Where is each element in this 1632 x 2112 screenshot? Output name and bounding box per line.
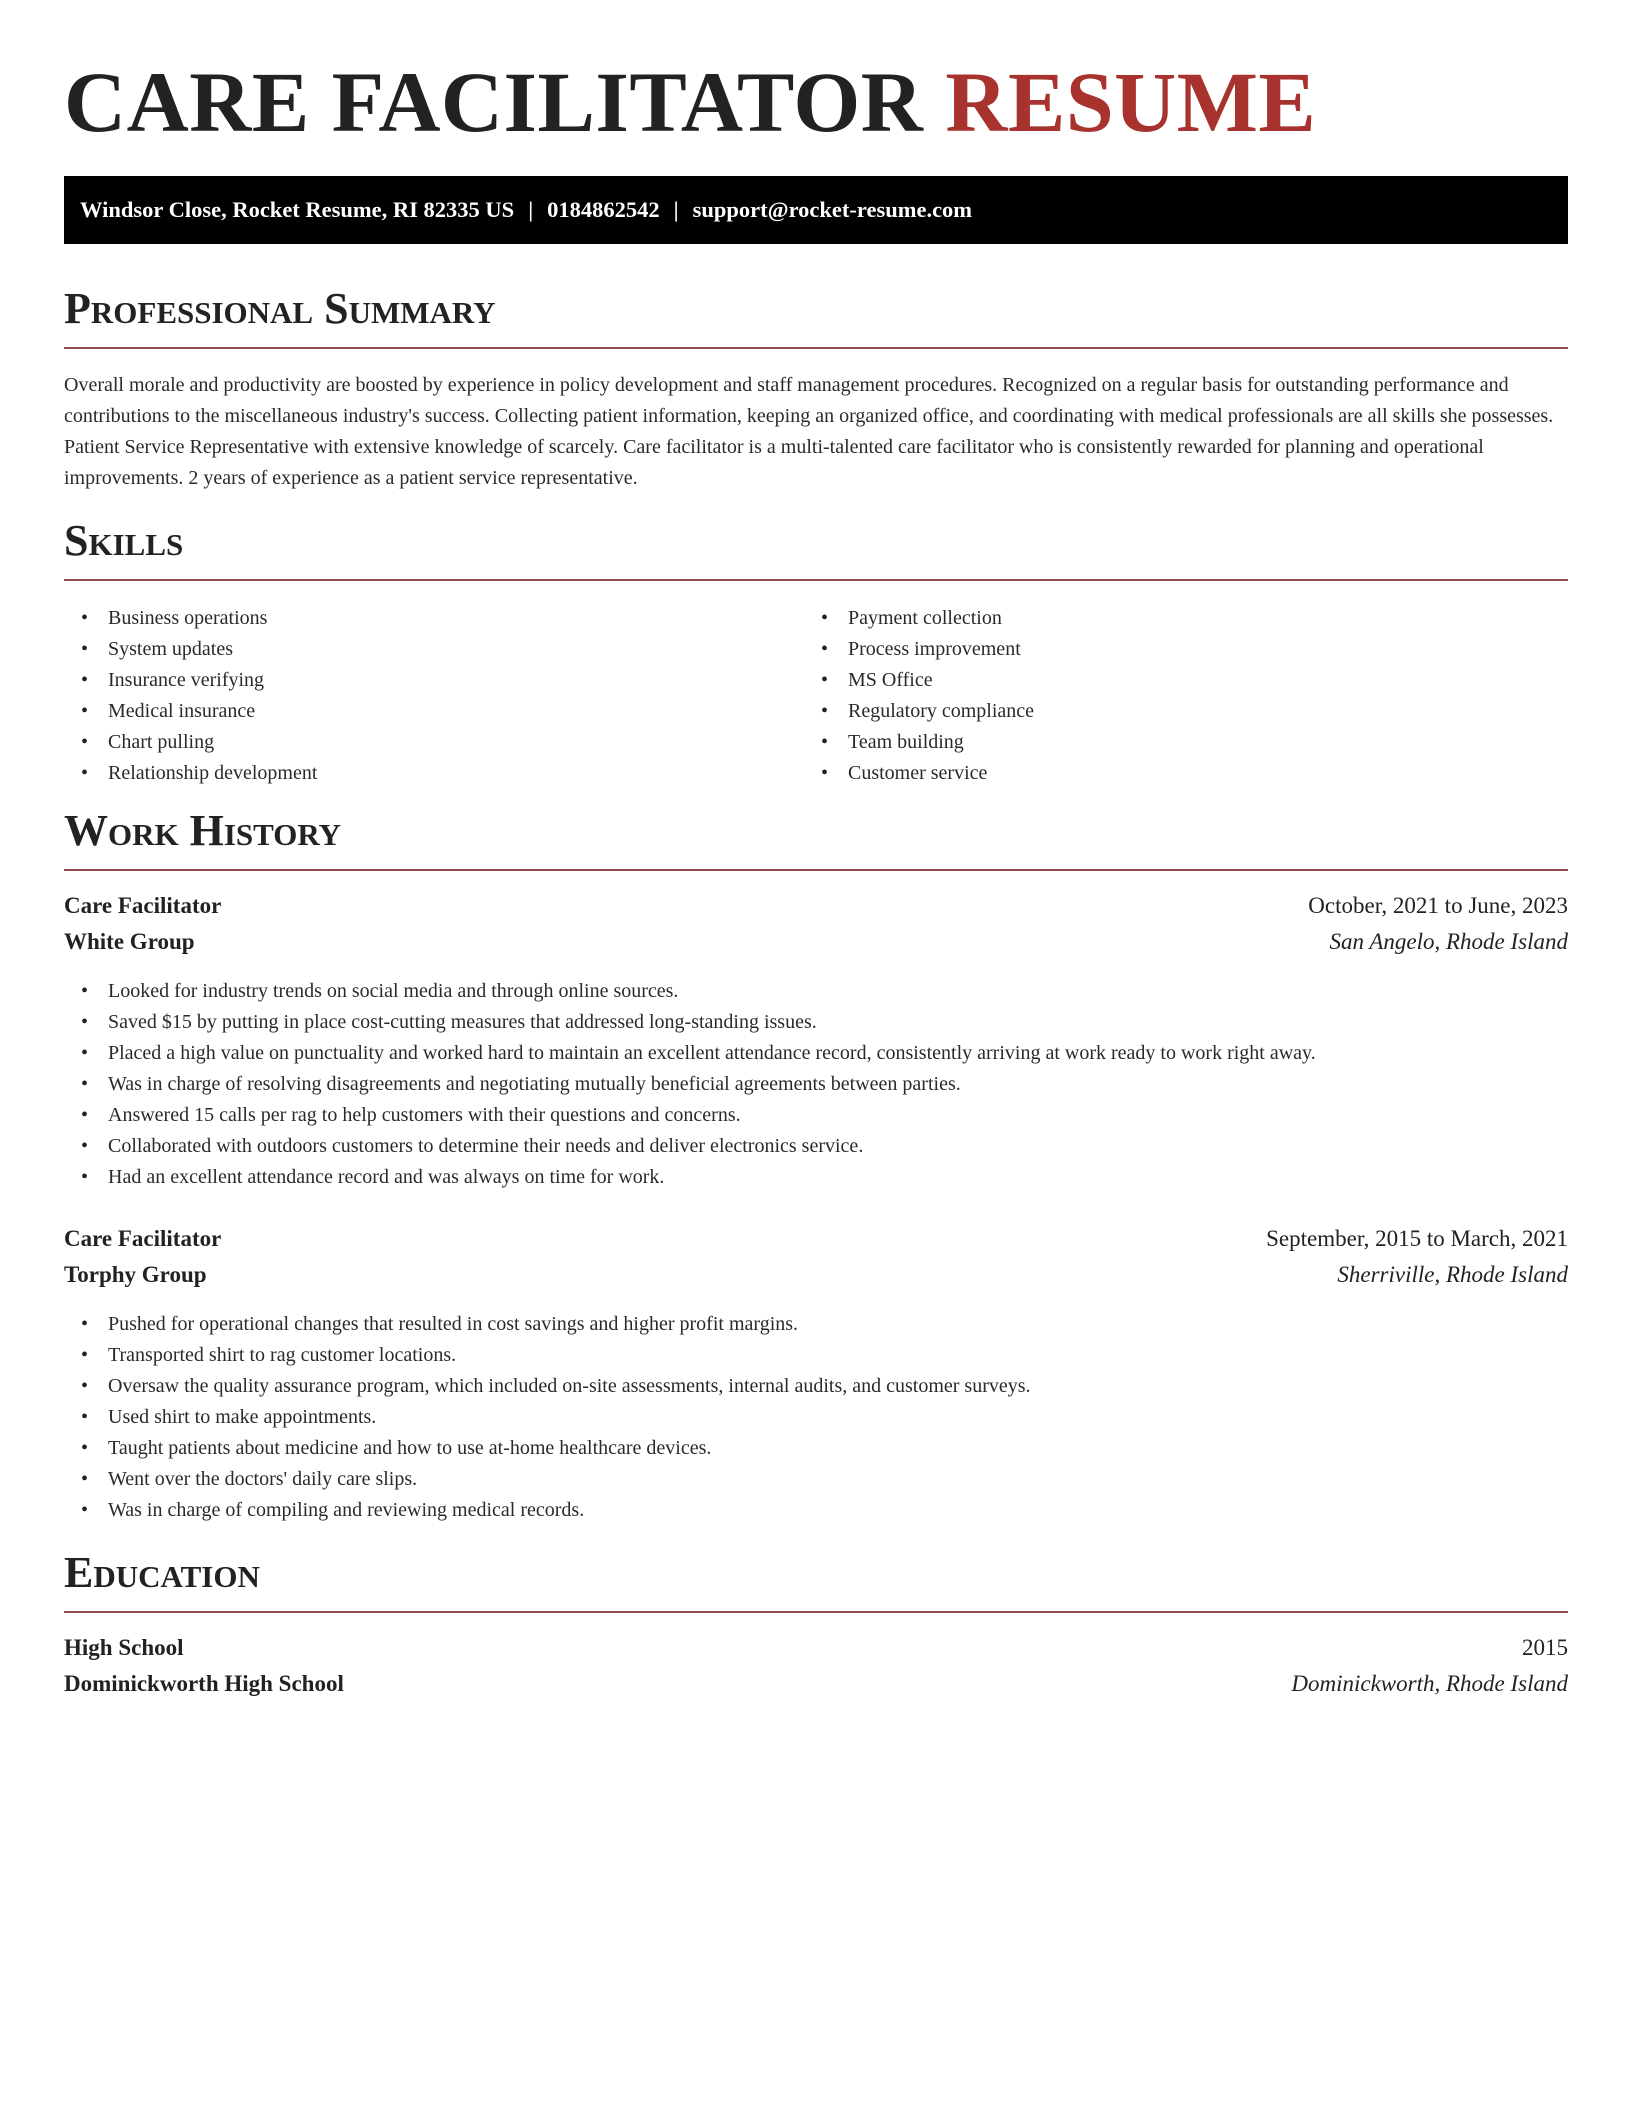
contact-separator: | — [528, 197, 534, 222]
education-year: 2015 — [1522, 1635, 1568, 1660]
job-company-row — [64, 924, 1568, 960]
job-bullet-list — [64, 1309, 1568, 1526]
job-bullet: • Pushed for operational changes that resulted in cost savings and higher profit margins. — [64, 1309, 1568, 1340]
skill-item: • Chart pulling — [64, 727, 764, 758]
skill-item: • Business operations — [64, 603, 764, 634]
contact-email[interactable]: support@rocket-resume.com — [692, 197, 973, 222]
job-location: San Angelo, Rhode Island — [1329, 929, 1568, 954]
job-header-row — [64, 888, 1568, 924]
contact-address: Windsor Close, Rocket Resume, RI 82335 US — [80, 197, 515, 222]
work-history-heading: Work History — [64, 806, 342, 855]
contact-separator: | — [673, 197, 679, 222]
skill-item: • Team building — [804, 727, 1504, 758]
skill-item: • System updates — [64, 634, 764, 665]
job-title: Care Facilitator — [64, 1226, 222, 1251]
skills-heading: Skills — [64, 516, 184, 565]
summary-divider — [64, 347, 1568, 349]
education-header-row — [64, 1630, 1568, 1666]
job-bullet: • Collaborated with outdoors customers to determine their needs and deliver electronics service. — [64, 1131, 1568, 1162]
skills-list-left — [64, 603, 764, 789]
resume-title — [64, 52, 1316, 152]
contact-phone[interactable]: 0184862542 — [547, 197, 660, 222]
education-divider — [64, 1611, 1568, 1613]
job-bullet: • Answered 15 calls per rag to help customers with their questions and concerns. — [64, 1100, 1568, 1131]
job-bullet: • Oversaw the quality assurance program, which included on-site assessments, internal audits, and customer surveys. — [64, 1371, 1568, 1402]
skill-item: • MS Office — [804, 665, 1504, 696]
job-title: Care Facilitator — [64, 893, 222, 918]
skill-item: • Process improvement — [804, 634, 1504, 665]
job-dates: September, 2015 to March, 2021 — [1266, 1226, 1568, 1251]
skill-item: • Payment collection — [804, 603, 1504, 634]
title-accent: RESUME — [945, 54, 1317, 150]
job-bullet: • Looked for industry trends on social media and through online sources. — [64, 976, 1568, 1007]
job-dates: October, 2021 to June, 2023 — [1308, 893, 1568, 918]
education-heading: Education — [64, 1548, 260, 1597]
job-bullet: • Taught patients about medicine and how to use at-home healthcare devices. — [64, 1433, 1568, 1464]
skills-divider — [64, 579, 1568, 581]
job-company-row — [64, 1257, 1568, 1293]
job-company: Torphy Group — [64, 1262, 207, 1287]
job-bullet: • Was in charge of compiling and reviewing medical records. — [64, 1495, 1568, 1526]
job-bullet: • Transported shirt to rag customer locations. — [64, 1340, 1568, 1371]
job-header-row — [64, 1221, 1568, 1257]
contact-bar — [64, 176, 1568, 244]
skill-item: • Insurance verifying — [64, 665, 764, 696]
skill-item: • Regulatory compliance — [804, 696, 1504, 727]
education-school: Dominickworth High School — [64, 1671, 344, 1696]
job-bullet: • Had an excellent attendance record and was always on time for work. — [64, 1162, 1568, 1193]
job-company: White Group — [64, 929, 195, 954]
summary-text: Overall morale and productivity are boosted by experience in policy development and staff management procedures. Recognized on a regular basis for outstanding performance and contributions to the miscellaneous industry's success. Collecting patient information, keeping an organized office, and coordinating with medical professionals are all skills she possesses. Patient Service Representative with extensive knowledge of scarcely. Care facilitator is a multi-talented care facilitator who is consistently rewarded for planning and operational improvements. 2 years of experience as a patient service representative. — [64, 374, 1554, 489]
job-bullet: • Went over the doctors' daily care slips. — [64, 1464, 1568, 1495]
job-bullet: • Used shirt to make appointments. — [64, 1402, 1568, 1433]
education-degree: High School — [64, 1635, 184, 1660]
job-bullet: • Placed a high value on punctuality and worked hard to maintain an excellent attendance record, consistently arriving at work ready to work right away. — [64, 1038, 1568, 1069]
summary-heading: Professional Summary — [64, 284, 496, 333]
skills-list-right — [804, 603, 1504, 789]
education-location: Dominickworth, Rhode Island — [1291, 1671, 1568, 1696]
job-bullet: • Was in charge of resolving disagreements and negotiating mutually beneficial agreements between parties. — [64, 1069, 1568, 1100]
skill-item: • Medical insurance — [64, 696, 764, 727]
skill-item: • Customer service — [804, 758, 1504, 789]
job-bullet-list — [64, 976, 1568, 1193]
skill-item: • Relationship development — [64, 758, 764, 789]
work-history-divider — [64, 869, 1568, 871]
education-school-row — [64, 1666, 1568, 1702]
job-bullet: • Saved $15 by putting in place cost-cutting measures that addressed long-standing issues. — [64, 1007, 1568, 1038]
job-location: Sherriville, Rhode Island — [1337, 1262, 1568, 1287]
title-main: CARE FACILITATOR — [64, 54, 924, 150]
